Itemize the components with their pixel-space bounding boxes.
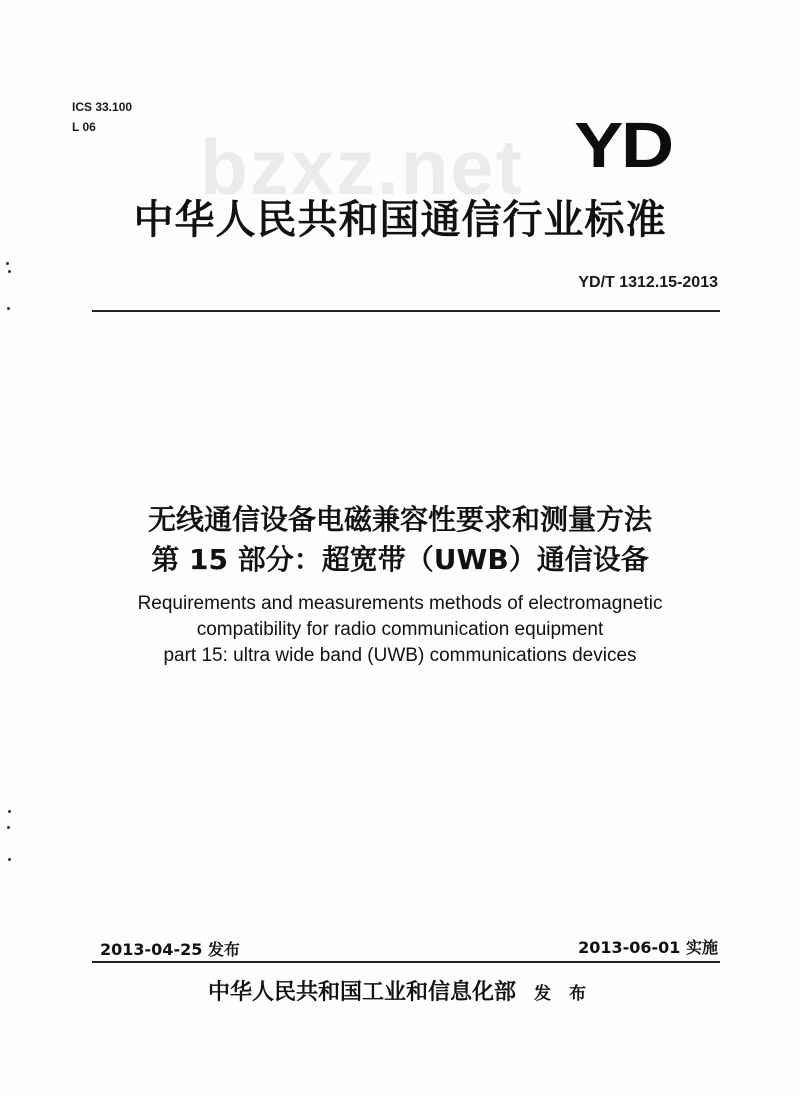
watermark: bzxz.net: [200, 123, 524, 211]
document-title-en-line3: part 15: ultra wide band (UWB) communications devices: [163, 645, 637, 666]
document-title-en-line2: compatibility for radio communication equipment: [196, 619, 604, 640]
document-title-cn-line1: 无线通信设备电磁兼容性要求和测量方法: [147, 503, 652, 536]
top-divider: [92, 310, 720, 312]
scan-speck: [7, 826, 10, 829]
scan-speck: [8, 270, 11, 273]
implementation-date: 2013-06-01 实施: [578, 938, 718, 957]
scan-speck: [7, 307, 10, 310]
yd-logo: YD: [574, 109, 672, 181]
scan-speck: [8, 810, 11, 813]
document-title-cn-line2: 第 15 部分：超宽带（UWB）通信设备: [151, 543, 649, 576]
scan-speck: [8, 858, 11, 861]
bottom-divider: [92, 961, 720, 963]
issue-date: 2013-04-25 发布: [100, 940, 240, 959]
publisher-name: 中华人民共和国工业和信息化部: [208, 979, 517, 1005]
ics-code: ICS 33.100: [72, 100, 133, 114]
publisher: [0, 975, 800, 1006]
publisher-label: 发 布: [534, 984, 592, 1004]
ccs-code: L 06: [72, 120, 96, 134]
document-title-en-line1: Requirements and measurements methods of electromagnetic: [137, 593, 663, 614]
standard-number: YD/T 1312.15-2013: [578, 274, 718, 291]
scan-speck: [6, 262, 9, 265]
standard-title: 中华人民共和国通信行业标准: [133, 197, 667, 243]
